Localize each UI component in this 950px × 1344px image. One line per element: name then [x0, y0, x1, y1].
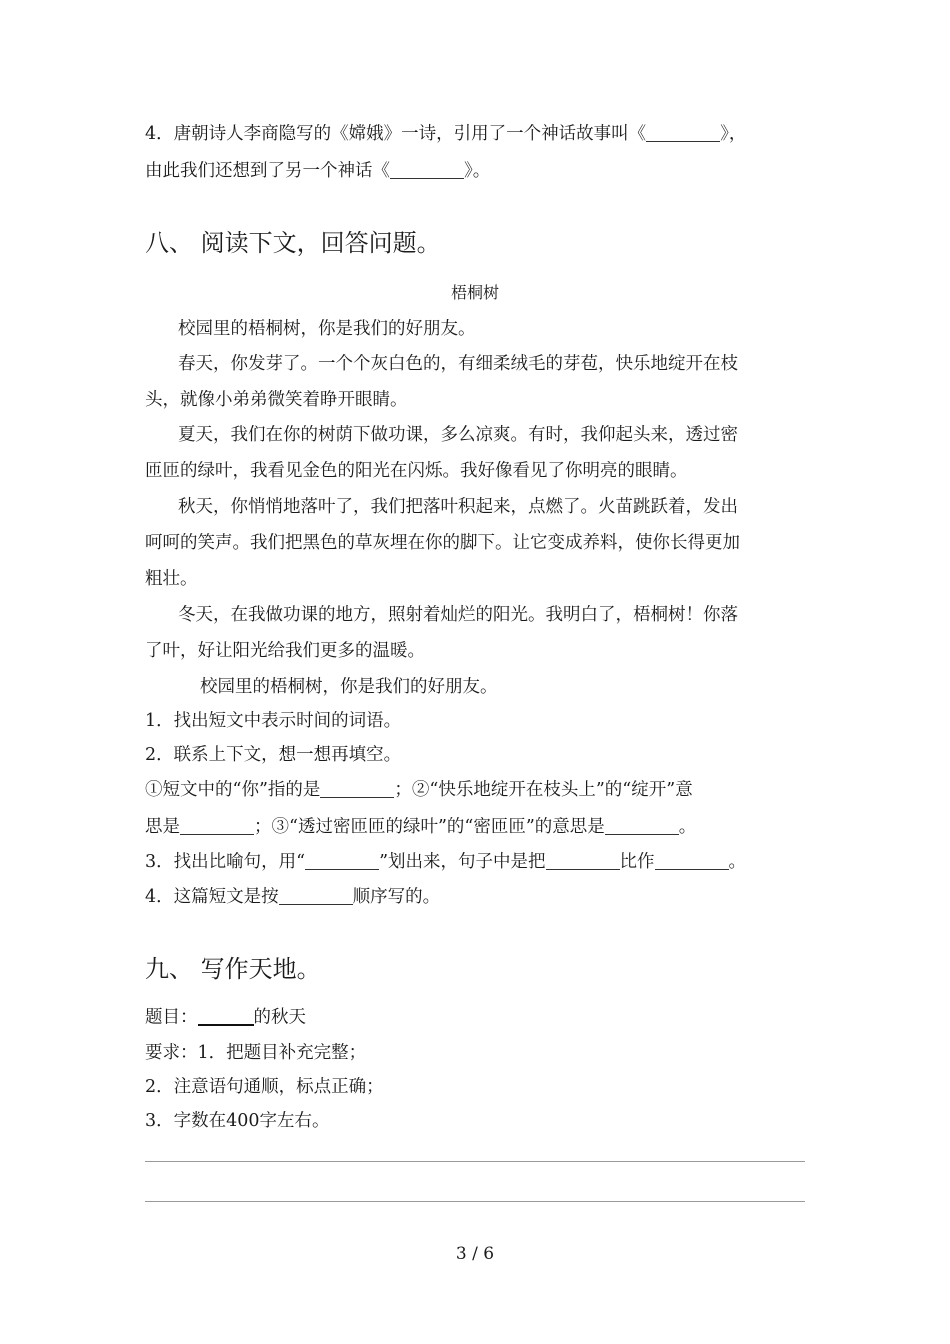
q7-4-line2: 由此我们还想到了另一个神话《 》。: [145, 161, 491, 181]
answer-blank[interactable]: [180, 817, 254, 836]
q7-4-line1: 4．唐朝诗人李商隐写的《嫦娥》一诗，引用了一个神话故事叫《 》，: [145, 124, 747, 144]
question-2: 2．联系上下文，想一想再填空。: [145, 745, 402, 765]
answer-blank[interactable]: [279, 887, 353, 906]
passage-line: 夏天，我们在你的树荫下做功课，多么凉爽。有时，我仰起头来，透过密: [178, 425, 738, 445]
page-number: 3 / 6: [455, 1244, 495, 1264]
answer-blank[interactable]: [605, 817, 679, 836]
answer-blank[interactable]: [390, 161, 464, 180]
answer-blank[interactable]: [646, 124, 720, 143]
answer-blank[interactable]: [546, 852, 620, 871]
requirement-2: 2．注意语句通顺，标点正确；: [145, 1077, 384, 1097]
passage-line: 头，就像小弟弟微笑着睁开眼睛。: [145, 390, 408, 410]
passage-line: 校园里的梧桐树，你是我们的好朋友。: [200, 677, 498, 697]
answer-blank[interactable]: [655, 852, 729, 871]
question-3: 3．找出比喻句，用“ ”划出来，句子中是把 比作 。: [145, 852, 747, 872]
answer-blank[interactable]: [320, 780, 394, 799]
writing-line[interactable]: [145, 1201, 805, 1202]
requirement-3: 3．字数在400字左右。: [145, 1111, 330, 1131]
answer-blank[interactable]: [305, 852, 379, 871]
essay-topic: 题目： 的秋天: [145, 1007, 306, 1028]
passage-line: 呵呵的笑声。我们把黑色的草灰埋在你的脚下。让它变成养料，使你长得更加: [145, 533, 740, 553]
question-2-line2: 思是 ；③“透过密匝匝的绿叶”的“密匝匝”的意思是 。: [145, 817, 697, 837]
question-1: 1．找出短文中表示时间的词语。: [145, 711, 402, 731]
writing-line[interactable]: [145, 1161, 805, 1162]
section-9-heading: 九、 写作天地。: [145, 955, 321, 983]
question-2-line1: ①短文中的“你”指的是 ；②“快乐地绽开在枝头上”的“绽开”意: [145, 780, 693, 800]
passage-line: 春天，你发芽了。一个个灰白色的，有细柔绒毛的芽苞，快乐地绽开在枝: [178, 354, 738, 374]
passage-title: 梧桐树: [450, 283, 499, 302]
section-8-heading: 八、 阅读下文，回答问题。: [145, 229, 441, 257]
passage-line: 校园里的梧桐树，你是我们的好朋友。: [178, 319, 476, 339]
question-4: 4．这篇短文是按 顺序写的。: [145, 887, 441, 907]
passage-line: 匝匝的绿叶，我看见金色的阳光在闪烁。我好像看见了你明亮的眼睛。: [145, 461, 688, 481]
passage-line: 粗壮。: [145, 569, 198, 589]
topic-blank[interactable]: [198, 1006, 254, 1026]
passage-line: 冬天，在我做功课的地方，照射着灿烂的阳光。我明白了，梧桐树！你落: [178, 605, 738, 625]
requirement-1: 要求：1．把题目补充完整；: [145, 1043, 367, 1063]
passage-line: 秋天，你悄悄地落叶了，我们把落叶积起来，点燃了。火苗跳跃着，发出: [178, 497, 738, 517]
passage-line: 了叶，好让阳光给我们更多的温暖。: [145, 641, 425, 661]
